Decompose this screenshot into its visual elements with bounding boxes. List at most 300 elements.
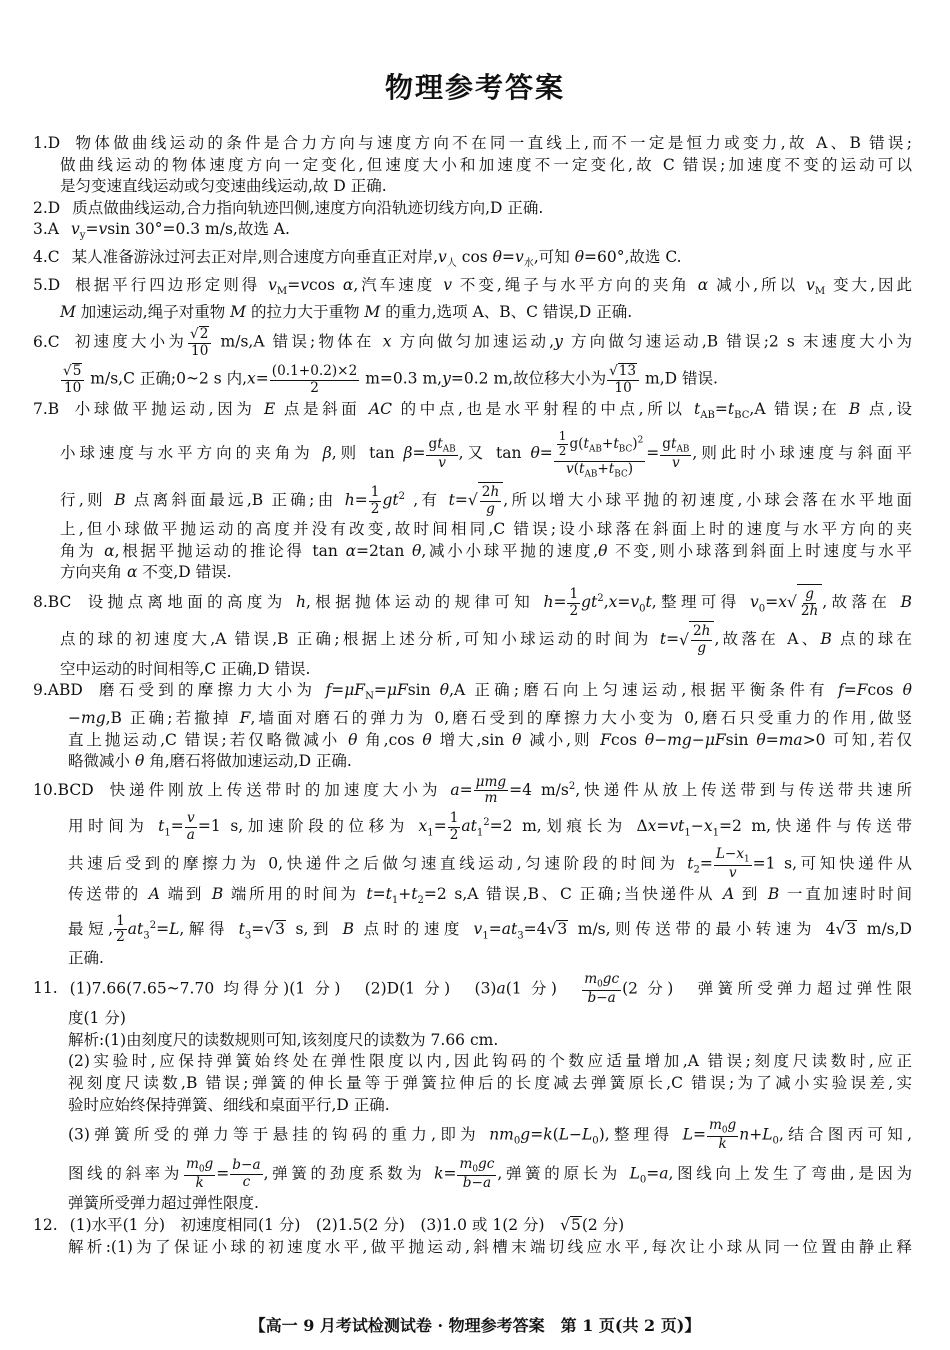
answer-item [33, 198, 912, 220]
text-run: 点的球在 [831, 630, 912, 649]
numerator [114, 914, 127, 931]
math-variable: t [659, 630, 667, 649]
fraction [369, 485, 382, 517]
math-variable: g [486, 500, 495, 517]
subscript: BC [614, 469, 628, 480]
superscript: 2 [568, 780, 576, 792]
math-variable: v [671, 454, 680, 471]
text-run: = [216, 1164, 230, 1183]
math-variable: v [630, 593, 640, 612]
text-run: =0.2 m,故位移大小为 [450, 370, 607, 389]
subscript: AB [588, 444, 602, 455]
answer-line [33, 1073, 912, 1095]
text-run: (2 分) 弹簧所受弹力超过弹性限 [622, 978, 913, 997]
subscript: 1 [427, 827, 434, 839]
text-run: ,汽车速度 [353, 275, 444, 294]
subscript: 1 [482, 930, 489, 941]
text-run: − [724, 846, 737, 863]
math-variable: v [443, 275, 452, 294]
answer-item [33, 247, 912, 275]
math-variable: v [98, 220, 108, 239]
text-run: 变大,因此 [825, 275, 912, 294]
text-run: = [502, 248, 516, 267]
answer-number: 2.D [33, 198, 61, 217]
page-footer: 【高一 9 月考试检测试卷 · 物理参考答案 第 1 页(共 2 页)】 [249, 1316, 701, 1335]
text-run: ,所以增大小球平抛的初速度,小球会落在水平地面 [503, 491, 913, 510]
subscript: 2 [417, 895, 424, 907]
superscript: 2 [597, 593, 604, 605]
text-run: − [690, 817, 704, 836]
numerator [567, 587, 580, 604]
radicand [570, 1216, 582, 1235]
fraction [114, 914, 127, 946]
answer-line [33, 247, 912, 275]
answer-line [33, 1237, 912, 1259]
square-root [560, 1216, 582, 1234]
math-variable: k [434, 1164, 444, 1183]
text-run: = [646, 444, 660, 463]
subscript: 1 [391, 895, 399, 907]
text-run: = [765, 730, 779, 749]
radicand [618, 363, 637, 380]
math-variable: F [239, 709, 251, 727]
denominator [369, 502, 382, 518]
fraction [457, 1157, 496, 1192]
subscript: 3 [244, 930, 252, 941]
subscript: BC [734, 409, 750, 421]
math-variable: E [264, 399, 276, 418]
text-run: =2 m,划痕长为 Δ [489, 817, 648, 836]
numerator [369, 485, 382, 502]
math-variable: v [806, 275, 815, 294]
math-variable: g [805, 586, 814, 603]
numerator [426, 437, 457, 456]
text-run: 的重力,选项 A、B、C 错误,D 正确. [380, 303, 633, 322]
subscript: 1 [744, 855, 750, 866]
answer-line [33, 361, 912, 398]
math-variable: nm [489, 1125, 514, 1144]
math-variable: t [613, 436, 619, 453]
math-variable: k [543, 1125, 553, 1144]
answer-item [33, 133, 912, 198]
math-variable: a [186, 826, 195, 843]
math-variable: θ [756, 730, 766, 749]
text-run: ,根据平抛运动的推论得 tan [114, 541, 346, 560]
subscript: 水 [523, 258, 534, 270]
math-variable: v [750, 593, 759, 612]
text-run: = [656, 817, 670, 836]
text-run: ,图线向上发生了弯曲,是因为 [668, 1164, 912, 1183]
text-run: 不变,D 错误. [137, 563, 232, 582]
subscript: 人 [446, 258, 457, 270]
text-run: 增大,sin [431, 730, 513, 749]
math-variable: y [554, 332, 563, 351]
math-variable: a [496, 978, 506, 997]
fraction [230, 1158, 262, 1190]
text-run: 不变,绳子与水平方向的夹角 [452, 275, 698, 294]
text-run: 端到 [159, 885, 212, 904]
fraction [184, 1157, 215, 1192]
answer-line [33, 845, 912, 884]
text-run: ,故落在 A、 [714, 630, 821, 649]
math-variable: m [459, 1155, 473, 1172]
text-run: = [646, 1164, 660, 1183]
square-root [467, 483, 503, 517]
answer-line [33, 751, 912, 773]
text-run: 减小,则 [521, 730, 601, 749]
text-run: 角,磨石将做加速运动,D 正确. [144, 752, 352, 771]
answer-list [33, 133, 912, 1258]
text-run: ( [573, 461, 579, 477]
text-run: 用时间为 [68, 817, 159, 836]
text-run: 设抛点离地面的高度为 [83, 593, 296, 612]
math-variable: θ [598, 541, 608, 560]
text-run: 点的球的初速度大,A 错误,B 正确;根据上述分析,可知小球运动的时间为 [60, 630, 660, 649]
denominator [586, 991, 618, 1007]
text-run: = [354, 491, 368, 510]
text-run: = [255, 370, 269, 389]
math-variable: μF [386, 681, 408, 700]
subscript: 1 [684, 827, 691, 839]
text-run: 角为 [60, 541, 105, 560]
text-run: 点,设 [860, 399, 912, 418]
subscript: 1 [476, 827, 484, 839]
radicand [845, 920, 857, 939]
text-run: 根据平行四边形定则得 [72, 275, 269, 294]
numerator [457, 1157, 496, 1176]
denominator [567, 604, 580, 620]
text-run: ,墙面对磨石的弹力为 0,磨石受到的摩擦力大小变为 0,磨石只受重力的作用,做竖 [250, 709, 912, 727]
text-run: 的中点,也是水平射程的中点,所以 [392, 399, 694, 418]
radicand [274, 920, 286, 939]
denominator [436, 456, 448, 472]
answer-number: 11. [33, 978, 58, 997]
radical-sign-icon: √ [609, 363, 618, 380]
math-variable: α [697, 275, 709, 294]
radical-sign-icon: √ [786, 593, 797, 612]
denominator [799, 604, 820, 620]
math-variable: t [238, 919, 245, 938]
subscript: 0 [758, 603, 766, 615]
text-run: = [170, 817, 184, 836]
math-variable: x [703, 817, 713, 836]
square-root [679, 623, 714, 657]
math-variable: b [462, 1174, 472, 1191]
text-run: 3 [557, 919, 568, 938]
answer-line [33, 519, 912, 541]
square-root [835, 920, 857, 938]
text-run: 验时应始终保持弹簧、细线和桌面平行,D 正确. [68, 1095, 390, 1114]
radical-sign-icon: √ [190, 326, 199, 343]
text-run: 1 [370, 483, 380, 500]
text-run: − [471, 1174, 483, 1191]
text-run: 解析:(1)由刻度尺的读数规则可知,该刻度尺的读数为 7.66 cm. [68, 1030, 499, 1049]
text-run: 到 [734, 885, 768, 904]
math-variable: B [767, 885, 780, 904]
math-variable: k [718, 1136, 727, 1153]
numerator [61, 363, 84, 381]
text-run: m=0.3 m, [360, 370, 443, 389]
answer-line [33, 133, 912, 155]
math-variable: v [438, 454, 446, 471]
answer-line [33, 912, 912, 948]
subscript: N [365, 691, 374, 703]
text-run: + [398, 885, 412, 904]
text-run: (2)实验时,应保持弹簧始终处在弹性限度以内,因此钩码的个数应适量增加,A 错误;刻度尺读数时,应正 [68, 1052, 912, 1071]
denominator [241, 1175, 253, 1191]
math-variable: y [442, 370, 451, 389]
fraction [474, 775, 509, 807]
answer-line [33, 482, 912, 519]
fraction [582, 972, 621, 1007]
text-run: = [666, 630, 680, 649]
text-run: ) [627, 461, 634, 477]
math-variable: t [411, 885, 418, 904]
text-run: 2 [481, 483, 491, 500]
radicand [556, 920, 568, 939]
math-variable: v [300, 275, 309, 294]
superscript: 2 [149, 919, 157, 931]
text-run: − [241, 1156, 253, 1173]
math-variable: θ [422, 730, 432, 749]
numerator [188, 326, 211, 344]
math-variable: v [728, 865, 737, 882]
math-variable: θ [412, 541, 422, 560]
math-variable: F [856, 681, 868, 700]
answer-line [33, 1095, 912, 1117]
text-run: 小球做平抛运动,因为 [71, 399, 265, 418]
subscript: 0 [772, 1135, 779, 1147]
answer-number: 4.C [33, 248, 60, 267]
math-variable: M [230, 303, 247, 322]
math-variable: vt [669, 817, 685, 836]
math-variable: L [762, 1125, 773, 1144]
math-variable: AC [368, 399, 393, 418]
text-run: 传送带的 [68, 885, 149, 904]
math-variable: θ [439, 681, 450, 700]
text-run: 的拉力大于重物 [246, 303, 365, 322]
radical-sign-icon: √ [264, 919, 275, 938]
text-run: sin 30°=0.3 m/s,故选 A. [107, 220, 290, 239]
answer-line [33, 399, 912, 427]
text-run: m/s,C 正确;0~2 s 内, [85, 370, 248, 389]
text-run: 2 [558, 444, 567, 459]
math-variable: B [900, 593, 912, 612]
math-variable: A [723, 885, 735, 904]
text-run: g [428, 435, 438, 452]
page-title: 物理参考答案 [384, 71, 565, 104]
numerator [448, 811, 461, 828]
text-run: 度(1 分) [68, 1009, 126, 1028]
answer-number: 12. [33, 1215, 58, 1234]
numerator [803, 587, 816, 604]
numerator [480, 485, 501, 502]
fraction [799, 587, 820, 619]
answer-line [33, 1030, 912, 1052]
math-variable: β [322, 444, 332, 463]
answer-line [33, 970, 912, 1009]
text-run: sin [407, 681, 440, 700]
answer-line [33, 884, 912, 912]
math-variable: c [242, 1173, 251, 1190]
square-root [264, 920, 286, 938]
answer-line [33, 730, 912, 752]
fraction [448, 811, 461, 843]
superscript: 2 [398, 490, 406, 502]
text-run: 角,cos [357, 730, 423, 749]
radicand [199, 326, 210, 343]
fraction [567, 587, 580, 619]
math-variable: t [670, 435, 677, 452]
math-variable: v [70, 220, 80, 239]
text-run: =1 s,加速阶段的位移为 [197, 817, 419, 836]
answer-line [33, 1116, 912, 1155]
text-run: =60°,故选 C. [584, 248, 682, 267]
subscript: 1 [712, 827, 719, 839]
text-run: 某人准备游泳过河去正对岸,则合速度方向垂直正对岸, [71, 248, 439, 267]
math-variable: x [247, 370, 256, 389]
denominator [482, 791, 499, 807]
denominator [448, 828, 461, 844]
text-run: 5 [570, 1215, 581, 1234]
subscript: 2 [693, 864, 700, 876]
text-run: 10 [64, 380, 82, 397]
text-run: m/s,A 错误;物体在 [212, 332, 383, 351]
denominator [308, 381, 321, 397]
text-run: (2 分) [581, 1215, 625, 1234]
text-run: 直上抛运动,C 错误;若仅略微减小 [68, 730, 349, 749]
text-run: 点是斜面 [275, 399, 369, 418]
answer-item [33, 680, 912, 772]
math-variable: t [578, 461, 585, 477]
text-run: − [569, 1125, 582, 1144]
subscript: 0 [592, 1135, 599, 1147]
math-variable: at [127, 919, 144, 938]
math-variable: t [158, 817, 165, 836]
text-run: ,结合图丙可知, [778, 1125, 912, 1144]
answer-line [33, 155, 912, 177]
math-variable: M [60, 303, 76, 322]
answer-item [33, 324, 912, 399]
denominator [62, 381, 83, 397]
answer-number: 9.ABD [33, 681, 83, 700]
text-run: 视刻度尺读数,B 错误;弹簧的伸长量等于弹簧拉伸后的长度减去弹簧原长,C 错误;为了减小实验误差,实 [68, 1074, 912, 1093]
text-run: ,故落在 [822, 593, 901, 612]
answer-line [33, 176, 912, 198]
math-variable: μmg [475, 773, 507, 790]
superscript: 2 [483, 817, 490, 829]
text-run: 减小,所以 [708, 275, 807, 294]
text-run: 略微减小 [68, 752, 135, 771]
math-variable: θ [492, 248, 503, 267]
math-variable: α [104, 541, 115, 560]
math-variable: t [608, 461, 615, 477]
numerator [707, 1118, 738, 1137]
math-variable: β [403, 444, 413, 463]
answer-line [33, 1193, 912, 1215]
answer-line [33, 426, 912, 482]
text-run: = [156, 919, 170, 938]
math-variable: B [114, 491, 126, 510]
denominator [185, 828, 197, 844]
math-variable: v [438, 248, 447, 267]
math-variable: t [448, 491, 455, 510]
answer-item [33, 399, 912, 584]
text-run: ,则此时小球速度与斜面平 [692, 444, 913, 463]
text-run: 正确. [68, 949, 104, 968]
square-root [190, 326, 209, 342]
text-run: 10 [614, 380, 632, 397]
text-run: ) [632, 436, 638, 453]
math-variable: m [708, 1117, 722, 1134]
numerator [714, 847, 752, 866]
subscript: M [814, 285, 826, 297]
math-variable: h [490, 483, 500, 500]
text-run: 加速运动,绳子对重物 [75, 303, 231, 322]
answer-number: 5.D [33, 275, 61, 294]
text-run: + [601, 436, 614, 453]
subscript: 0 [639, 603, 646, 615]
math-variable: x [778, 593, 787, 612]
text-run: (1)7.66(7.65~7.70 均得分)(1 分) (2)D(1 分) (3) [69, 978, 497, 997]
answer-number: 1.D [33, 134, 61, 152]
text-run: ,快递件从放上传送带到与传送带共速所 [575, 780, 912, 799]
answer-line [33, 680, 912, 708]
text-run: = [287, 275, 301, 294]
math-variable: L [558, 1125, 569, 1144]
math-variable: μF [704, 730, 726, 749]
fraction [557, 430, 569, 459]
denominator [557, 445, 569, 459]
text-run: 一直加速时时间 [779, 885, 912, 904]
text-run: 行,则 [60, 491, 115, 510]
text-run: = [699, 854, 713, 873]
numerator [582, 972, 621, 991]
denominator [695, 641, 708, 657]
denominator [189, 344, 210, 360]
answer-number: 3.A [33, 220, 59, 239]
text-run: 质点做曲线运动,合力指向轨迹凹侧,速度方向沿轨迹切线方向,D 正确. [72, 198, 544, 217]
text-run: cos [867, 681, 903, 700]
subscript: BC [618, 444, 633, 455]
text-run: cos [456, 248, 493, 267]
text-run: =2tan [356, 541, 413, 560]
numerator [270, 364, 359, 381]
square-root [63, 363, 82, 379]
text-run: = [553, 593, 567, 612]
text-run: 3 [275, 919, 286, 938]
text-run: = [331, 681, 345, 700]
fraction [691, 624, 712, 656]
math-variable: α [345, 541, 357, 560]
numerator [185, 811, 197, 828]
math-variable: t [366, 885, 373, 904]
text-run: ,则 tan [331, 444, 404, 463]
answer-number: 7.B [33, 399, 60, 418]
math-variable: t [437, 435, 443, 452]
radicand [797, 584, 822, 621]
subscript: 3 [143, 930, 150, 941]
math-variable: ma [778, 730, 803, 749]
text-run: 是匀变速直线运动或匀变速曲线运动,故 D 正确. [60, 177, 387, 196]
fraction [188, 326, 211, 359]
answer-line [33, 659, 912, 681]
math-variable: M [364, 303, 381, 322]
text-run: 不变,则小球落到斜面上时速度与水平 [607, 541, 913, 560]
answer-line [33, 1215, 912, 1237]
math-variable: B [820, 630, 832, 649]
subscript: AB [442, 444, 456, 455]
